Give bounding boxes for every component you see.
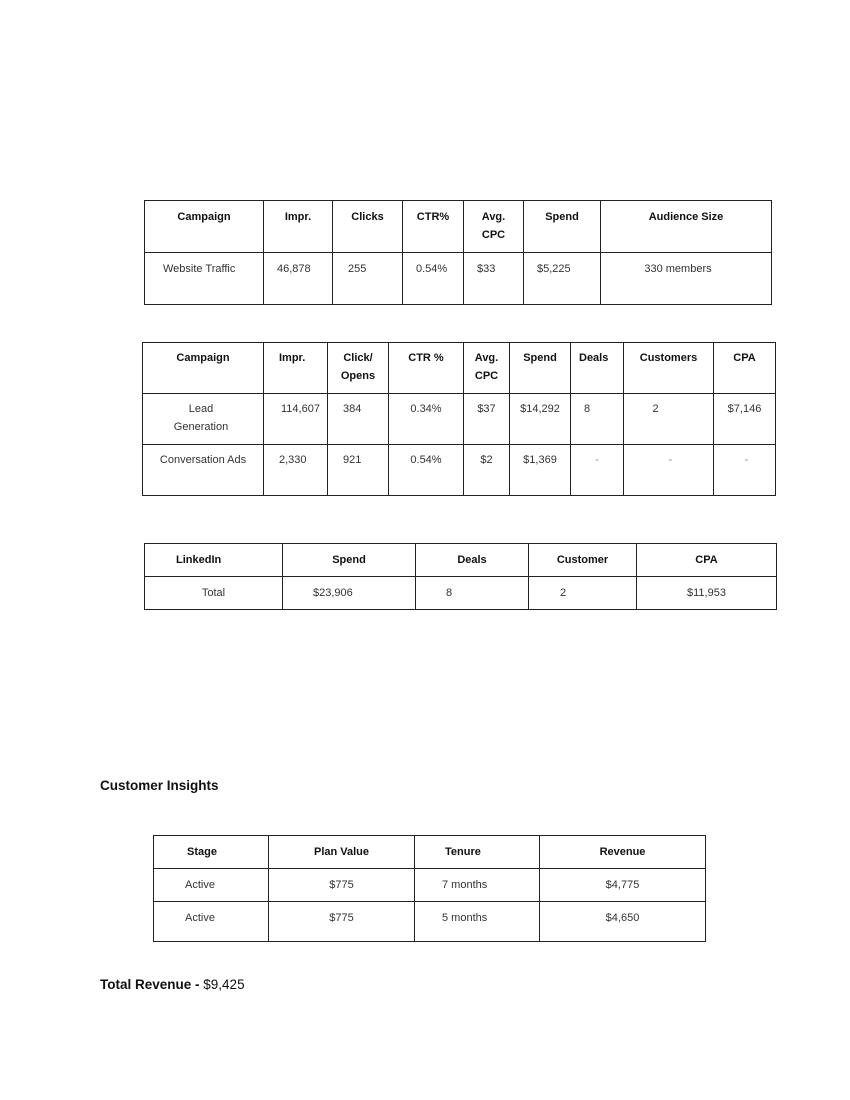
column-header: CTR % (389, 343, 464, 394)
table-header-row (145, 201, 772, 253)
table-cell: 8 (571, 394, 624, 445)
table-cell: - (624, 445, 714, 496)
column-header: Spend (510, 343, 571, 394)
table-header-row (145, 544, 777, 577)
campaign-results-table (142, 342, 776, 496)
table-cell: 114,607 (264, 394, 328, 445)
table-cell: $775 (269, 869, 415, 902)
table-cell: Lead Generation (143, 394, 264, 445)
column-header: Campaign (143, 343, 264, 394)
table-cell: $4,775 (540, 869, 706, 902)
table-cell: 2 (624, 394, 714, 445)
table-row (143, 394, 776, 445)
column-header: Plan Value (269, 836, 415, 869)
table-cell: $33 (464, 253, 524, 305)
total-revenue (100, 977, 245, 992)
table-cell: $37 (464, 394, 510, 445)
table-cell: - (714, 445, 776, 496)
column-header: Customers (624, 343, 714, 394)
column-header: Clicks (333, 201, 403, 253)
table-cell: $5,225 (524, 253, 601, 305)
total-revenue-value: $9,425 (203, 977, 245, 992)
total-revenue-label: Total Revenue - (100, 977, 204, 992)
column-header: LinkedIn (145, 544, 283, 577)
table-cell: $11,953 (637, 577, 777, 610)
column-header: Customer (529, 544, 637, 577)
table-row (145, 253, 772, 305)
website-traffic-table (144, 200, 772, 305)
table-cell: $23,906 (283, 577, 416, 610)
table-cell: 2,330 (264, 445, 328, 496)
customer-insights-table (153, 835, 706, 942)
column-header: Tenure (415, 836, 540, 869)
table-cell: $4,650 (540, 902, 706, 942)
table-cell: $7,146 (714, 394, 776, 445)
table-cell: Active (154, 869, 269, 902)
table-cell: $775 (269, 902, 415, 942)
column-header: Avg. CPC (464, 343, 510, 394)
table-cell: 330 members (601, 253, 772, 305)
table-row (145, 577, 777, 610)
linkedin-totals-table (144, 543, 777, 610)
column-header: Stage (154, 836, 269, 869)
column-header: CPA (637, 544, 777, 577)
table-cell: Total (145, 577, 283, 610)
table-cell: 2 (529, 577, 637, 610)
column-header: Click/ Opens (328, 343, 389, 394)
table-cell: 0.54% (403, 253, 464, 305)
table-cell: 384 (328, 394, 389, 445)
column-header: Spend (283, 544, 416, 577)
table-header-row (143, 343, 776, 394)
table-cell: 0.34% (389, 394, 464, 445)
column-header: Impr. (264, 343, 328, 394)
table-cell: $1,369 (510, 445, 571, 496)
column-header: Revenue (540, 836, 706, 869)
column-header: Campaign (145, 201, 264, 253)
table-cell: $14,292 (510, 394, 571, 445)
column-header: Audience Size (601, 201, 772, 253)
table-cell: 5 months (415, 902, 540, 942)
table-cell: - (571, 445, 624, 496)
table-row (143, 445, 776, 496)
table-cell: $2 (464, 445, 510, 496)
table-cell: Conversation Ads (143, 445, 264, 496)
table-cell: 921 (328, 445, 389, 496)
column-header: Impr. (264, 201, 333, 253)
table-header-row (154, 836, 706, 869)
column-header: CPA (714, 343, 776, 394)
table-row (154, 869, 706, 902)
column-header: Spend (524, 201, 601, 253)
table-cell: 8 (416, 577, 529, 610)
table-cell: 46,878 (264, 253, 333, 305)
table-cell: Active (154, 902, 269, 942)
table-cell: 255 (333, 253, 403, 305)
table-cell: 0.54% (389, 445, 464, 496)
column-header: CTR% (403, 201, 464, 253)
column-header: Avg. CPC (464, 201, 524, 253)
column-header: Deals (416, 544, 529, 577)
table-row (154, 902, 706, 942)
section-heading: Customer Insights (100, 778, 219, 793)
table-cell: 7 months (415, 869, 540, 902)
column-header: Deals (571, 343, 624, 394)
table-cell: Website Traffic (145, 253, 264, 305)
